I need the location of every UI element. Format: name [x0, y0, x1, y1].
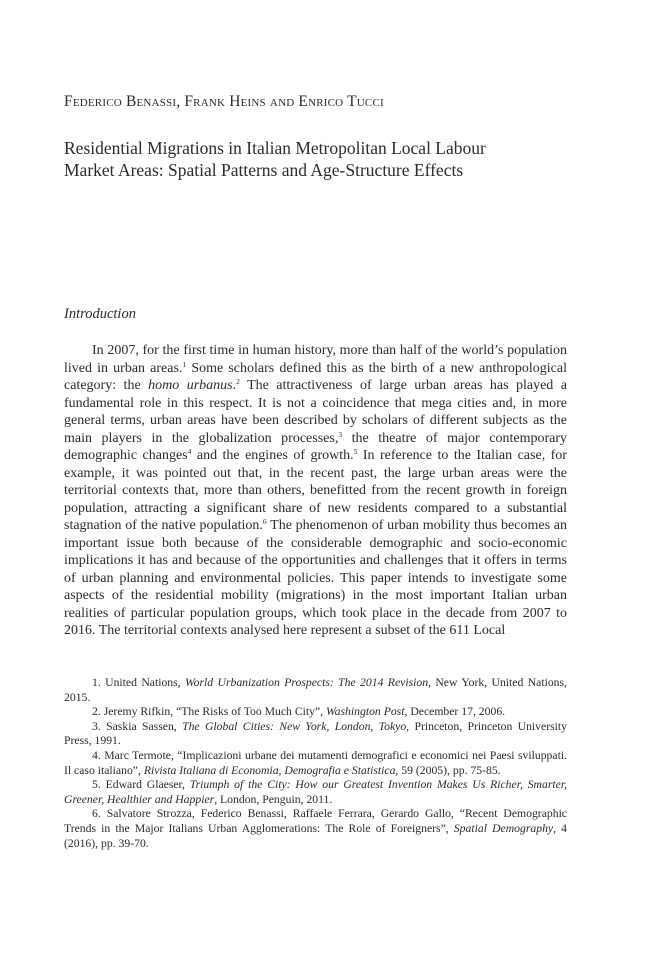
text-run: , Princeton, Princeton University Press, 1991. — [64, 719, 567, 748]
text-run: , London, Penguin, 2011. — [214, 792, 333, 806]
text-run: , December 17, 2006. — [404, 705, 506, 719]
italic-title: The Global Cities: New York, London, Tokyo — [182, 719, 407, 733]
paper-title — [64, 137, 564, 181]
footnote-ref-2: 2 — [236, 377, 240, 386]
text-run: the theatre of major contemporary demographic changes — [64, 430, 567, 463]
paragraph — [64, 342, 567, 640]
text-run: , 59 (2005), pp. 75-85. — [395, 763, 501, 777]
italic-title: Spatial Demography — [453, 821, 554, 835]
text-run: . — [232, 378, 237, 393]
footnote-ref-1: 1 — [182, 359, 187, 369]
footnote-6 — [64, 807, 567, 851]
footnote-5 — [64, 778, 567, 807]
text-run: 6. Salvatore Strozza, Federico Benassi, Raffaele Ferrara, Gerardo Gallo, “Recent Demographic Trends in the Major Italians Urban Agglomerations: The Role of Foreigners”, — [64, 807, 567, 835]
italic-title: Rivista Italiana di Economia, Demografia e Statistica — [143, 763, 396, 777]
section-heading: Introduction — [64, 306, 136, 322]
footnote-2 — [64, 705, 567, 720]
italic-title: World Urbanization Prospects: The 2014 Revision — [184, 676, 429, 689]
body-text — [64, 342, 567, 640]
text-run: In 2007, for the first time in human history, more than half of the world’s population lived in urban areas. — [64, 343, 567, 376]
text-run: In reference to the Italian case, for example, it was pointed out that, in the recent past, the large urban areas were the territorial contexts that, more than others, benefitted from the recent growth in foreign population, attracting a significant share of new residents compared to a substantial stagnation of the native population. — [64, 448, 567, 533]
footnote-1 — [64, 676, 567, 705]
text-run: , New York, United Nations, 2015. — [64, 676, 567, 704]
footnote-ref-5: 5 — [353, 447, 358, 456]
title-line-2: Market Areas: Spatial Patterns and Age-Structure Effects — [64, 160, 464, 180]
title-line-1: Residential Migrations in Italian Metropolitan Local Labour — [64, 138, 486, 158]
text-run: The attractiveness of large urban areas has played a fundamental role in this respect. It is not a coincidence that mega cities and, in more general terms, urban areas have been described by scholars of different subjects as the main players in the globalization processes, — [64, 378, 567, 446]
text-run: The phenomenon of urban mobility thus becomes an important issue both because of the considerable demographic and socio-economic implications it has and because of the opportunities and challenges that it offers in terms of urban planning and environmental policies. This paper intends to investigate some aspects of the residential mobility (migrations) in the most important Italian urban realities of particular population groups, which took place in the decade from 2007 to 2016. The territorial contexts analysed here represent a subset of the 611 Local — [64, 518, 567, 638]
italic-title: Triumph of the City: How our Greatest Invention Makes Us Richer, Smarter, Greener, Healthier and Happier — [64, 778, 567, 806]
footnotes — [64, 676, 567, 851]
footnote-3 — [64, 720, 567, 749]
text-run: 4. Marc Termote, “Implicazioni urbane dei mutamenti demografici e economici nei Paesi sviluppati. Il caso italiano”, — [64, 748, 567, 777]
footnote-ref-6: 6 — [262, 517, 267, 526]
footnote-ref-4: 4 — [187, 447, 192, 456]
footnote-ref-3: 3 — [338, 429, 343, 439]
text-run: 1. United Nations, — [92, 676, 185, 689]
text-run: 3. Saskia Sassen, — [92, 719, 183, 733]
text-run: 5. Edward Glaeser, — [92, 778, 190, 792]
text-run: Some scholars defined this as the birth of a new anthropological category: the — [64, 360, 567, 393]
text-run: , 4 (2016), pp. 39-70. — [64, 821, 568, 850]
italic-term: homo urbanus — [148, 378, 233, 393]
italic-title: Washington Post — [326, 705, 405, 719]
text-run: and the engines of growth. — [191, 448, 354, 463]
text-run: 2. Jeremy Rifkin, “The Risks of Too Much City”, — [92, 705, 326, 719]
footnote-4 — [64, 749, 567, 778]
author-line: Federico Benassi, Frank Heins and Enrico Tucci — [64, 93, 384, 110]
